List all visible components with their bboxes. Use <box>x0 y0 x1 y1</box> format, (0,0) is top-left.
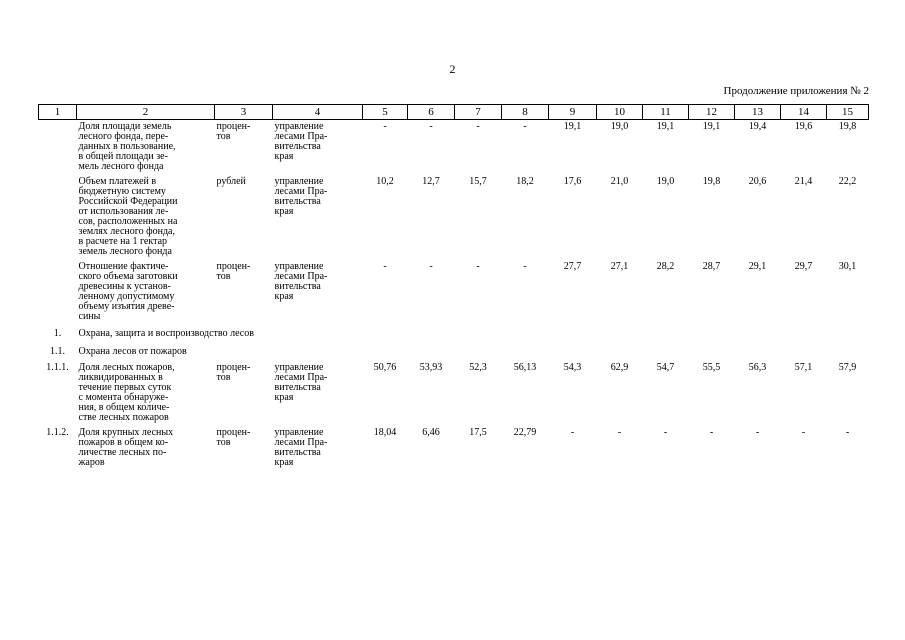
column-header: 10 <box>597 105 643 120</box>
value-cell: - <box>383 261 387 272</box>
indicator-name: Доля лесных пожаров, ликвидированных в течение первых суток с момента обнаруже- ния, в общем количе- стве лесных пожаров <box>78 362 175 423</box>
column-header: 8 <box>502 105 549 120</box>
value-cell: 57,9 <box>838 362 857 373</box>
column-header: 3 <box>215 105 273 120</box>
row-code <box>39 175 77 260</box>
responsible-cell: управление лесами Пра- вительства края <box>274 121 328 162</box>
value-cell: 17,5 <box>469 427 487 438</box>
page-number: 2 <box>449 62 456 76</box>
value-cell: - <box>476 121 480 132</box>
unit-cell: процен- тов <box>216 121 251 142</box>
column-header: 12 <box>689 105 735 120</box>
indicator-name: Доля площади земель лесного фонда, пере- данных в пользование, в общей площади зе- мель лесного фонда <box>78 121 176 172</box>
value-cell: - <box>476 261 480 272</box>
value-cell: 15,7 <box>469 176 487 187</box>
value-cell: 19,8 <box>838 121 857 132</box>
value-cell: - <box>570 427 575 438</box>
value-cell: 56,13 <box>513 362 537 373</box>
column-header: 6 <box>408 105 455 120</box>
value-cell: 20,6 <box>748 176 767 187</box>
value-cell: - <box>429 261 433 272</box>
value-cell: - <box>845 427 850 438</box>
value-cell: 57,1 <box>794 362 813 373</box>
unit-cell: процен- тов <box>216 427 251 448</box>
value-cell: 19,1 <box>656 121 675 132</box>
value-cell: 27,1 <box>610 261 629 272</box>
section-title: Охрана, защита и воспроизводство лесов <box>78 328 254 339</box>
unit-cell: процен- тов <box>216 362 251 383</box>
value-cell: 21,4 <box>794 176 813 187</box>
table-row <box>39 426 869 471</box>
column-header: 1 <box>39 105 77 120</box>
value-cell: - <box>801 427 806 438</box>
section-code: 1. <box>53 328 62 339</box>
indicator-name: Доля крупных лесных пожаров в общем ко- личестве лесных по- жаров <box>78 427 174 468</box>
value-cell: 29,7 <box>794 261 813 272</box>
value-cell: - <box>523 261 527 272</box>
value-cell: 54,3 <box>563 362 582 373</box>
continuation-title: Продолжение приложения № 2 <box>723 85 869 97</box>
value-cell: 10,2 <box>376 176 394 187</box>
value-cell: 19,4 <box>748 121 767 132</box>
value-cell: - <box>709 427 714 438</box>
value-cell: 28,2 <box>656 261 675 272</box>
value-cell: 21,0 <box>610 176 629 187</box>
value-cell: 62,9 <box>610 362 629 373</box>
unit-cell: процен- тов <box>216 261 251 282</box>
value-cell: 19,1 <box>563 121 582 132</box>
value-cell: 29,1 <box>748 261 767 272</box>
value-cell: - <box>755 427 760 438</box>
column-header: 14 <box>781 105 827 120</box>
section-title: Охрана лесов от пожаров <box>78 346 187 357</box>
value-cell: 18,2 <box>516 176 534 187</box>
value-cell: - <box>523 121 527 132</box>
row-code <box>39 120 77 176</box>
value-cell: 53,93 <box>419 362 443 373</box>
value-cell: 28,7 <box>702 261 721 272</box>
value-cell: 50,76 <box>373 362 397 373</box>
column-header: 2 <box>77 105 215 120</box>
table-row <box>39 120 869 176</box>
column-header: 9 <box>549 105 597 120</box>
value-cell: 55,5 <box>702 362 721 373</box>
value-cell: 54,7 <box>656 362 675 373</box>
value-cell: 27,7 <box>563 261 582 272</box>
value-cell: - <box>617 427 622 438</box>
header-row <box>39 105 869 120</box>
value-cell: 22,79 <box>513 427 537 438</box>
section-code: 1.1. <box>50 346 65 357</box>
value-cell: 19,1 <box>702 121 721 132</box>
column-header: 5 <box>363 105 408 120</box>
table-row <box>39 260 869 325</box>
column-header: 15 <box>827 105 869 120</box>
value-cell: 12,7 <box>422 176 440 187</box>
section-row <box>39 325 869 343</box>
responsible-cell: управление лесами Пра- вительства края <box>274 427 328 468</box>
unit-cell: рублей <box>216 176 246 187</box>
indicator-name: Отношение фактиче- ского объема заготовки древесины к установ- ленному допустимому объему изъятия древе- сины <box>78 261 178 322</box>
responsible-cell: управление лесами Пра- вительства края <box>274 261 328 302</box>
column-header: 13 <box>735 105 781 120</box>
column-header: 4 <box>273 105 363 120</box>
table-row <box>39 175 869 260</box>
value-cell: 30,1 <box>838 261 857 272</box>
value-cell: 19,6 <box>794 121 813 132</box>
column-header: 11 <box>643 105 689 120</box>
value-cell: 17,6 <box>563 176 582 187</box>
value-cell: 6,46 <box>422 427 440 438</box>
section-row <box>39 343 869 361</box>
value-cell: 19,0 <box>656 176 675 187</box>
value-cell: 19,8 <box>702 176 721 187</box>
indicators-table <box>38 104 869 471</box>
value-cell: 22,2 <box>838 176 857 187</box>
responsible-cell: управление лесами Пра- вительства края <box>274 176 328 217</box>
row-code <box>39 260 77 325</box>
table-body <box>39 120 869 472</box>
value-cell: - <box>663 427 668 438</box>
value-cell: 52,3 <box>469 362 487 373</box>
column-header: 7 <box>455 105 502 120</box>
value-cell: - <box>429 121 433 132</box>
row-code: 1.1.1. <box>46 362 69 373</box>
value-cell: 19,0 <box>610 121 629 132</box>
value-cell: 18,04 <box>373 427 397 438</box>
row-code: 1.1.2. <box>46 427 69 438</box>
indicator-name: Объем платежей в бюджетную систему Российской Федерации от использования ле- сов, расположенных на землях лесного фонда, в расчете на 1 гектар земель лесного фонда <box>78 176 178 257</box>
value-cell: 56,3 <box>748 362 767 373</box>
value-cell: - <box>383 121 387 132</box>
responsible-cell: управление лесами Пра- вительства края <box>274 362 328 403</box>
table-row <box>39 361 869 426</box>
